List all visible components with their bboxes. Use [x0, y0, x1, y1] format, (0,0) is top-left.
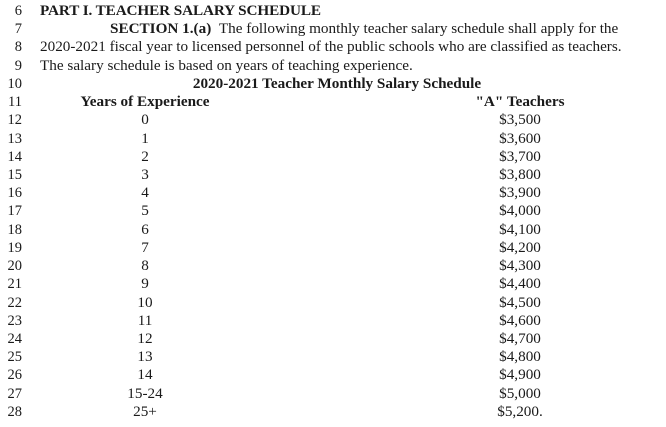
line-number: 7 [14, 21, 22, 38]
cell-salary: $5,000 [499, 384, 541, 402]
table-row [0, 294, 666, 312]
line-number: 24 [7, 331, 22, 347]
document-line [0, 2, 666, 20]
salary-table-header-row [0, 93, 666, 111]
line-number: 6 [14, 3, 22, 19]
cell-years: 11 [137, 311, 153, 329]
cell-years: 3 [141, 166, 149, 183]
cell-years: 14 [137, 366, 153, 384]
table-row [0, 275, 666, 293]
cell-years: 12 [137, 330, 153, 347]
document-line [0, 75, 666, 93]
cell-years: 15-24 [127, 384, 163, 402]
table-row [0, 202, 666, 220]
line-number: 16 [7, 185, 22, 202]
line-number: 28 [7, 403, 22, 420]
table-row [0, 257, 666, 275]
line-number: 8 [14, 39, 22, 56]
line-number: 27 [7, 385, 22, 402]
salary-table-title: 2020-2021 Teacher Monthly Salary Schedule [192, 74, 482, 92]
line-number: 19 [7, 239, 22, 256]
table-row [0, 111, 666, 129]
cell-years: 1 [141, 129, 149, 147]
line-number: 21 [7, 276, 22, 293]
table-row [0, 130, 666, 148]
cell-salary: $4,500 [499, 293, 541, 311]
table-row [0, 348, 666, 366]
cell-years: 4 [141, 184, 149, 202]
table-row [0, 148, 666, 166]
line-number: 14 [7, 148, 22, 165]
line-number: 12 [7, 112, 22, 129]
cell-years: 8 [141, 257, 149, 275]
cell-years: 0 [141, 111, 149, 129]
line-number: 25 [7, 349, 22, 366]
cell-years: 10 [137, 293, 153, 311]
table-row [0, 184, 666, 202]
cell-salary: $4,100 [499, 220, 541, 238]
table-row [0, 403, 666, 421]
section-label: SECTION 1.(a) [110, 20, 212, 38]
cell-years: 2 [141, 147, 149, 165]
cell-salary: $3,800 [499, 166, 541, 183]
line-number: 13 [7, 130, 22, 147]
line-number: 11 [8, 94, 22, 111]
cell-salary: $4,900 [499, 366, 541, 384]
column-header-years: Years of Experience [80, 93, 210, 111]
cell-salary: $4,000 [499, 202, 541, 220]
line-number: 17 [7, 203, 22, 220]
cell-salary: $4,200 [499, 238, 541, 256]
cell-years: 9 [141, 275, 149, 293]
cell-salary: $3,900 [499, 184, 541, 202]
cell-years: 13 [137, 348, 153, 366]
cell-salary: $5,200. [497, 402, 543, 420]
line-number: 10 [7, 75, 22, 92]
column-header-salary: "A" Teachers [475, 93, 565, 111]
table-row [0, 221, 666, 239]
cell-salary: $3,600 [499, 129, 541, 147]
document-line [0, 20, 666, 38]
line-number: 9 [14, 57, 22, 74]
cell-years: 7 [141, 238, 149, 256]
table-row [0, 366, 666, 384]
line-number: 23 [7, 312, 22, 329]
body-text-line-2: 2020-2021 fiscal year to licensed personnel of the public schools who are classified as teachers. [40, 38, 622, 56]
cell-years: 5 [141, 202, 149, 220]
document-line [0, 57, 666, 75]
table-row [0, 385, 666, 403]
cell-years: 25+ [133, 402, 157, 420]
line-number: 22 [7, 294, 22, 311]
cell-salary: $3,700 [499, 147, 541, 165]
cell-salary: $4,300 [499, 257, 541, 275]
cell-years: 6 [141, 220, 149, 238]
document-line [0, 38, 666, 56]
body-text-line-1: The following monthly teacher salary schedule shall apply for the [218, 20, 619, 38]
line-number: 18 [7, 221, 22, 238]
cell-salary: $4,700 [499, 330, 541, 347]
cell-salary: $4,400 [499, 275, 541, 293]
table-row [0, 312, 666, 330]
line-number: 26 [7, 367, 22, 384]
table-row [0, 166, 666, 184]
line-number: 20 [7, 258, 22, 275]
line-number: 15 [7, 167, 22, 183]
cell-salary: $4,800 [499, 348, 541, 366]
table-row [0, 330, 666, 348]
table-row [0, 239, 666, 257]
cell-salary: $3,500 [499, 111, 541, 129]
part-heading: PART I. TEACHER SALARY SCHEDULE [40, 2, 321, 19]
cell-salary: $4,600 [499, 311, 541, 329]
section-paragraph-first-line [110, 20, 618, 38]
body-text-line-3: The salary schedule is based on years of teaching experience. [40, 56, 413, 74]
